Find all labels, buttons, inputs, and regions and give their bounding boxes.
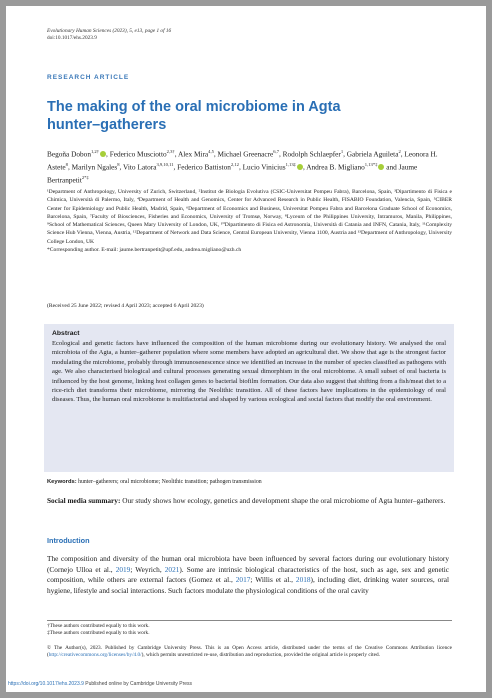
author-name: Andrea B. Migliano — [306, 162, 365, 172]
introduction-paragraph — [47, 554, 449, 596]
author-name: Jaume Bertranpetit — [47, 162, 418, 185]
author-affiliation-marker: 3,9,10,11 — [156, 162, 174, 168]
abstract-box — [44, 324, 454, 472]
summary-text: Our study shows how ecology, genetics and development shape the oral microbiome of Agta hunter–gatherers. — [122, 496, 446, 505]
footnote-2: ‡These authors contributed equally to this work. — [47, 630, 150, 636]
keywords-label: Keywords: — [47, 479, 77, 485]
journal-citation: Evolutionary Human Sciences (2023), 5, e13, page 1 of 16 — [47, 28, 172, 34]
affiliations — [47, 188, 452, 254]
footnote-divider — [47, 620, 452, 621]
doi-link[interactable]: https://doi.org/10.1017/ehs.2023.9 — [8, 681, 84, 687]
intro-text-1: The composition and diversity of the human oral microbiota have been influenced by several factors during our evolutionary history (Cornejo Ulloa et al., — [47, 554, 449, 574]
footnotes — [47, 623, 452, 637]
author-name: Federico Battiston — [177, 162, 231, 172]
license-text-1: © The Author(s), 2023. Published by Cambridge University Press. This is an Open Access article, distributed under the terms of the Creative Commons Attribution licence ( — [47, 645, 452, 658]
author-name: Begoña Dobon — [47, 149, 91, 159]
orcid-icon[interactable] — [378, 164, 384, 170]
citation-link[interactable]: 2021 — [164, 564, 180, 574]
orcid-icon[interactable] — [297, 164, 303, 170]
summary-label: Social media summary: — [47, 496, 121, 505]
journal-header — [47, 28, 171, 42]
author-name: Federico Musciotto — [109, 149, 167, 159]
author-affiliation-marker: 1,13‡ — [285, 162, 296, 168]
publisher-text: Published online by Cambridge University Press — [83, 681, 193, 687]
author-affiliation-marker: 2*‡ — [81, 175, 89, 181]
publisher-footer — [8, 681, 192, 687]
author-name: Rodolph Schlaepfer — [282, 149, 341, 159]
article-type: RESEARCH ARTICLE — [47, 74, 130, 81]
author-name: Vito Latora — [123, 162, 157, 172]
abstract-heading: Abstract — [52, 330, 80, 337]
author-affiliation-marker: 1 — [340, 149, 344, 154]
author-affiliation-marker: 1,13*‡ — [364, 162, 378, 168]
intro-text-2: ; Weyrich, — [130, 564, 165, 574]
author-affiliation-marker: 8 — [117, 162, 120, 168]
license-text-2: ), which permits unrestricted re-use, distribution and reproduction, provided the original article is properly cited. — [141, 652, 380, 658]
author-affiliation-marker: 8 — [65, 162, 68, 168]
author-name: Alex Mira — [177, 149, 209, 159]
journal-doi: doi:10.1017/ehs.2023.9 — [47, 35, 97, 41]
footnote-1: †These authors contributed equally to this work. — [47, 623, 150, 629]
author-affiliation-marker: 1,2† — [90, 149, 100, 154]
author-name: Gabriela Aguileta — [346, 149, 399, 159]
citation-link[interactable]: 2017 — [235, 575, 251, 585]
author-name: Michael Greenacre — [217, 149, 274, 159]
intro-text-4: ; Willis et al., — [250, 575, 296, 585]
license-link[interactable]: http://creativecommons.org/licenses/by/4.0/ — [48, 652, 142, 658]
abstract-text: Ecological and genetic factors have influenced the composition of the human microbiome during our evolutionary history. We analysed the oral microbiota of the Agta, a hunter–gatherer population where some members have adopted an agricultural diet. We show that age is the strongest factor modulating the microbiome, probably through immunosenescence since we identified an increase in the number of species classified as pathogens with age. We also characterised biological and cultural processes generating sexual dimorphism in the oral microbiome. A small subset of oral bacteria is influenced by the host genome, linking host collagen genes to bacterial biofilm formation. Our data also suggest that shifting from a fish/meat diet to a rice-rich diet transforms their microbiome, mirroring the Neolithic transition. All of these factors have implications in the epidemiology of oral diseases. Thus, the human oral microbiome is multifactorial and shaped by various ecological and social factors that modify the oral environment. — [52, 340, 446, 404]
author-name: Marilyn Ngales — [71, 162, 118, 172]
keywords — [47, 479, 262, 485]
introduction-heading: Introduction — [47, 536, 90, 545]
affiliation-text: ¹Department of Anthropology, University of Zurich, Switzerland, ²Institut de Biologia Evolutiva (CSIC-Universitat Pompeu Fabra), Barcelona, Spain, ³Dipartimento di Fisica e Chimica, Università di Palermo, Italy, ⁴Department of Health and Genomics, Center for Advanced Research in Public Health, FISABIO Foundation, Valencia, Spain, ⁵CIBER Center for Epidemiology and Public Health, Madrid, Spain, ⁶Department of Economics and Business, Universitat Pompeu Fabra and Barcelona Graduate School of Economics, Barcelona, Spain, ⁷Faculty of Biosciences, Fisheries and Economics, University of Tromsø, Norway, ⁸Lyceum of the Philippines University, Intramuros, Manila, Philippines, ⁹School of Mathematical Sciences, Queen Mary University of London, UK, ¹⁰Dipartimento di Fisica ed Astronomia, Università di Catania and INFN, Catania, Italy, ¹¹Complexity Science Hub Vienna, Vienna, Austria, ¹²Department of Network and Data Science, Central European University, Vienna 1100, Austria and ¹³Department of Anthropology, University College London, UK — [47, 189, 452, 245]
author-affiliation-marker: 6,7 — [273, 149, 279, 154]
citation-link[interactable]: 2018 — [295, 575, 311, 585]
author-affiliation-marker: 4,5 — [208, 149, 214, 154]
author-affiliation-marker: 2,3† — [166, 149, 175, 154]
author-name: Leonora H. Astete — [47, 149, 438, 172]
author-affiliation-marker: 2,12 — [230, 162, 239, 168]
author-affiliation-marker: 2 — [398, 149, 401, 154]
paper-page — [6, 6, 486, 692]
orcid-icon[interactable] — [100, 151, 106, 157]
citation-link[interactable]: 2019 — [115, 564, 131, 574]
social-media-summary — [47, 496, 447, 507]
article-title: The making of the oral microbiome in Agta hunter–gatherers — [47, 99, 341, 133]
keywords-text: hunter–gatherers; oral microbiome; Neolithic transition; pathogen transmission — [78, 479, 262, 485]
author-list: Begoña Dobon$^{1,2\dagger}$ , Federico Musciotto$^{2,3\dagger}$, Alex Mira$^{4,5}$, Michael Greenacre$^{6,7}$, Rodolph Schlaepfer$^1$, Gabriela Aguileta$^2$, Leonora H. Astete$^8$, Marilyn Ngales$^8$, Vito Latora$^{3,9,10,11}$, Federico Battiston$^{2,12}$, Lucio Vinicius$^{1,13\ddagger}$ , Andrea B. Migliano$^{1,13*\ddagger}$ and Jaume Bertranpetit$^{2*\ddagger}$ — [47, 149, 438, 185]
intro-text-5: ), including diet, drinking water sources, oral hygiene, lifestyle and social interactions. Such factors modulate the physiological conditions of the oral cavity — [47, 575, 449, 595]
author-name: Lucio Vinicius — [242, 162, 286, 172]
intro-text-3: ). Some are intrinsic biological characteristics of the host, such as age, sex and genetic composition, while others are external factors (Gomez et al., — [47, 564, 449, 585]
corresponding-author: *Corresponding author. E-mail: jaume.bertranpetit@upf.edu, andrea.migliano@uzh.ch — [47, 247, 242, 254]
article-dates: (Received 25 June 2022; revised 4 April 2023; accepted 6 April 2023) — [47, 303, 204, 309]
license-notice — [47, 645, 452, 659]
